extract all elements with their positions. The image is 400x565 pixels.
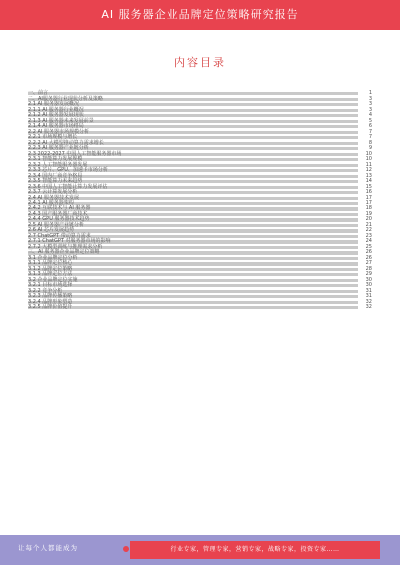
toc-entry-text: 2.4.3 国产服务器厂商技术: [28, 210, 88, 217]
toc-entry-page: 10: [365, 150, 372, 157]
toc-entry-page: 30: [365, 282, 372, 289]
toc-entry-text: 一、前言: [28, 90, 49, 97]
toc-entry-text: 2.4.2 互联技术与 AI 服务器: [28, 205, 91, 212]
toc-entry-text: 3.1.2 品牌定位策略: [28, 265, 73, 272]
toc-entry-text: 二、AI服务器行业现状分析及策略: [28, 95, 103, 102]
toc-entry-text: 2.7.2 大模型训练与推理需求分析: [28, 243, 103, 250]
toc-entry-text: 2.1.3 AI 服务器未来发展前景: [28, 117, 94, 124]
toc-entry-text: 3.1.1 品牌定位核心: [28, 260, 73, 267]
toc-entry-page: 31: [365, 293, 372, 300]
footer-left-text: 让每个人都能成为: [18, 544, 78, 552]
toc-list: [28, 90, 372, 311]
toc-entry-page: 17: [365, 199, 372, 206]
footer-bar: [0, 535, 400, 565]
toc-entry-page: 3: [368, 106, 372, 113]
toc-entry-text: 2.2.3 AI 服务器产业链分析: [28, 145, 89, 152]
toc-entry: [28, 254, 372, 261]
toc-entry: [28, 183, 372, 190]
toc-entry: [28, 221, 372, 228]
toc-entry: [28, 304, 372, 311]
toc-entry-page: 1: [368, 90, 372, 97]
toc-entry-text: 2.3.2 人工智能服务器发展: [28, 161, 88, 168]
toc-entry-page: 6: [368, 123, 372, 130]
toc-entry-text: 2.4 AI 服务器技术发展: [28, 194, 80, 201]
toc-entry-text: 2.2 AI 服务器市场规模分析: [28, 128, 90, 135]
toc-entry-text: 2.4.1 AI 服务器架构: [28, 199, 74, 206]
toc-entry-page: 28: [365, 265, 372, 272]
toc-entry-page: 12: [365, 167, 372, 174]
toc-entry-page: 3: [368, 95, 372, 102]
toc-entry-page: 29: [365, 271, 372, 278]
toc-entry: [28, 260, 372, 267]
toc-title: 内容目录: [174, 56, 226, 69]
toc-entry-page: 21: [365, 221, 372, 228]
toc-entry-text: 3.2.4 品牌形象塑造: [28, 298, 73, 305]
toc-entry-text: 3.2.1 目标市场选择: [28, 282, 73, 289]
toc-entry-page: 22: [365, 227, 372, 234]
toc-entry-page: 32: [365, 304, 372, 311]
toc-entry-page: 8: [368, 139, 372, 146]
toc-entry: [28, 265, 372, 272]
toc-entry-text: 2.1 AI 服务器发展概况: [28, 101, 80, 108]
toc-entry-page: 10: [365, 156, 372, 163]
toc-entry: [28, 293, 372, 300]
toc-entry-text: 3.1.3 品牌定位方法: [28, 271, 73, 278]
toc-entry-page: 31: [365, 287, 372, 294]
toc-entry-text: 2.3.1 智能算力发展规模: [28, 156, 83, 163]
toc-entry-text: 3.1 企业品牌定位分析: [28, 254, 78, 261]
toc-entry-text: 三、AI 服务器企业品牌定位策略: [28, 249, 100, 256]
toc-entry-page: 24: [365, 238, 372, 245]
toc-entry-page: 5: [368, 117, 372, 124]
toc-entry-text: 2.1.1 AI 服务器行业概况: [28, 106, 84, 113]
toc-entry-page: 25: [365, 243, 372, 250]
toc-entry: [28, 282, 372, 289]
toc-entry-page: 7: [368, 134, 372, 141]
toc-entry-text: 2.3 2022-2027 中国人工智能服务器市场: [28, 150, 122, 157]
toc-entry-page: 18: [365, 205, 372, 212]
toc-entry: [28, 194, 372, 201]
toc-entry-text: 2.7.1 ChatGPT 对服务器市场的影响: [28, 238, 111, 245]
toc-entry-text: 2.7 ChatGPT 带动算力需求: [28, 232, 91, 239]
toc-entry-text: 2.4.4 GPU 服务器技术趋势: [28, 216, 90, 223]
toc-entry-page: 15: [365, 183, 372, 190]
report-header: [0, 0, 400, 30]
toc-entry: [28, 276, 372, 283]
toc-entry-page: 11: [365, 161, 372, 168]
toc-entry-text: 3.2.2 竞争分析: [28, 287, 63, 294]
toc-entry-text: 2.3.6 中国人工智能计算力发展评估: [28, 183, 108, 190]
toc-entry-page: 4: [368, 112, 372, 119]
footer-right-text: 行业专家，管理专家，营销专家，战略专家，投资专家……: [130, 541, 380, 559]
toc-entry-text: 3.2.5 品牌价值提升: [28, 304, 73, 311]
toc-entry-page: 20: [365, 216, 372, 223]
toc-entry-page: 9: [368, 145, 372, 152]
toc-entry-page: 23: [365, 232, 372, 239]
toc-entry-text: 2.1.4 AI 服务器市场格局: [28, 123, 84, 130]
toc-entry-text: 2.3.7 云计算发展分析: [28, 189, 78, 196]
toc-entry-page: 32: [365, 298, 372, 305]
toc-entry-text: 2.6 AI 芯片发展趋势: [28, 227, 75, 234]
toc-entry-text: 2.3.4 国内厂商竞争格局: [28, 172, 83, 179]
footer-dot: [123, 546, 129, 552]
toc-entry-page: 17: [365, 194, 372, 201]
toc-entry-page: 7: [368, 128, 372, 135]
toc-entry-text: 2.1.2 AI 服务器发展现状: [28, 112, 84, 119]
toc-entry-page: 14: [365, 178, 372, 185]
toc-entry-text: 2.3.3 芯片、GPU、加速卡市场分析: [28, 167, 108, 174]
toc-entry-page: 13: [365, 172, 372, 179]
toc-entry-text: 2.3.5 智能算力未来趋势: [28, 178, 83, 185]
toc-entry-text: 2.5 AI 服务器产业链分析: [28, 221, 85, 228]
toc-entry-page: 26: [365, 254, 372, 261]
toc-entry-page: 27: [365, 260, 372, 267]
toc-entry-text: 2.2.2 AI 大模型推动算力需求增长: [28, 139, 104, 146]
page-content: [0, 30, 400, 535]
toc-entry-page: 3: [368, 101, 372, 108]
toc-entry: [28, 287, 372, 294]
report-title: AI 服务器企业品牌定位策略研究报告: [101, 8, 299, 21]
toc-entry-text: 3.2.3 品牌传播策略: [28, 293, 73, 300]
toc-entry-text: 3.2 企业品牌定位实施: [28, 276, 78, 283]
toc-entry: [28, 298, 372, 305]
toc-entry-page: 26: [365, 249, 372, 256]
toc-entry-text: 2.2.1 市场规模与增长: [28, 134, 78, 141]
toc-entry-page: 19: [365, 210, 372, 217]
toc-entry-page: 30: [365, 276, 372, 283]
toc-entry: [28, 128, 372, 135]
toc-entry-page: 16: [365, 189, 372, 196]
